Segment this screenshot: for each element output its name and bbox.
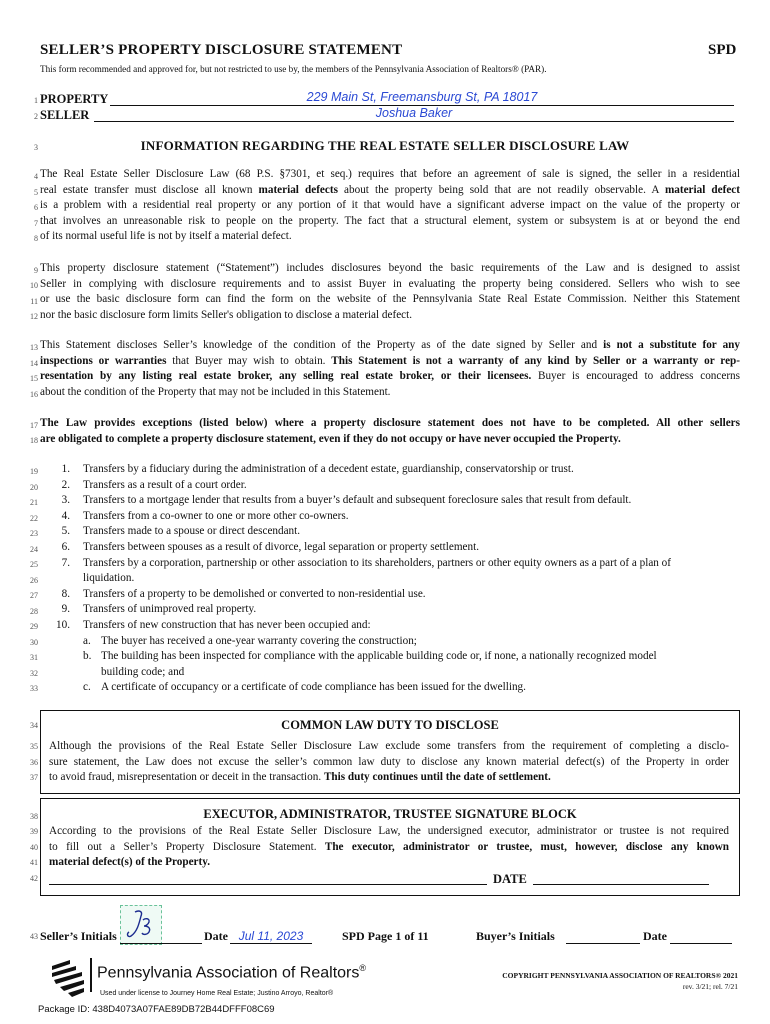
executor-box — [40, 798, 740, 896]
page-indicator: SPD Page 1 of 11 — [342, 929, 429, 943]
seller-date-field[interactable]: Jul 11, 2023 — [238, 929, 304, 943]
par-logo-icon — [52, 958, 86, 998]
line-number: 38 — [30, 812, 38, 821]
text-line: of its normal useful life is not by itself a material defect. — [40, 230, 292, 243]
line-number: 39 — [30, 827, 38, 836]
text-line: are obligated to complete a property disclosure statement, even if they do not occupy or have never occupied the Property. — [40, 432, 621, 445]
line-number: 41 — [30, 858, 38, 867]
list-item: 3. Transfers to a mortgage lender that results from a buyer’s default and subsequent foreclosure sales that result from default. — [61, 494, 632, 507]
line-number: 23 — [30, 529, 38, 538]
buyer-initials-label: Buyer’s Initials — [476, 929, 555, 943]
list-item: 2. Transfers as a result of a court order. — [61, 478, 247, 491]
paragraph-exceptions-intro — [40, 416, 740, 447]
seller-field[interactable]: Joshua Baker — [375, 106, 453, 120]
text-line: Seller in complying with disclosure requirements and to assist Buyer in evaluating the property being considered. Sellers who wish to see — [40, 277, 740, 290]
line-number: 34 — [30, 721, 38, 730]
line-number: 12 — [30, 312, 38, 321]
form-code: SPD — [708, 42, 737, 58]
exceptions-list — [56, 462, 746, 696]
sub-list-item-continuation: building code; and — [101, 665, 185, 678]
text-line: The Law provides exceptions (listed below) where a property disclosure statement does not have to be completed. All other sellers — [40, 417, 740, 429]
line-number: 5 — [34, 188, 38, 197]
logo-divider — [90, 958, 92, 992]
line-number: 35 — [30, 742, 38, 751]
paragraph-definition — [40, 167, 740, 245]
section-heading: INFORMATION REGARDING THE REAL ESTATE SELLER DISCLOSURE LAW — [140, 138, 630, 153]
seller-initials-underline — [120, 943, 202, 944]
line-number: 8 — [34, 234, 38, 243]
text-line: that involves an unreasonable risk to people on the property. The fact that a structural element, system or subsystem is at or beyond the end — [40, 214, 740, 227]
text-line: Although the provisions of the Real Estate Seller Disclosure Law exclude some transfers from the requirement of completing a disclo- — [49, 740, 729, 752]
line-number: 40 — [30, 843, 38, 852]
text-line: about the condition of the Property that may not be included in this Statement. — [40, 385, 391, 398]
executor-signature-field[interactable] — [49, 884, 487, 885]
list-item: 6. Transfers between spouses as a result of divorce, legal separation or property settlement. — [61, 540, 480, 553]
line-number: 24 — [30, 545, 38, 554]
line-number: 37 — [30, 773, 38, 782]
list-item: 7. Transfers by a corporation, partnership or other association to its shareholders, partners or other equity owners as a part of a plan of — [61, 556, 672, 569]
list-item: 5. Transfers made to a spouse or direct descendant. — [61, 525, 301, 538]
line-number: 36 — [30, 758, 38, 767]
line-number: 43 — [30, 932, 38, 941]
text-line: resentation by any listing real estate broker, any selling real estate broker, or their licensees. Buyer is encouraged to address concerns — [40, 370, 740, 383]
line-number: 3 — [34, 143, 38, 152]
list-item: 4. Transfers from a co-owner to one or more other co-owners. — [61, 509, 349, 522]
common-law-box — [40, 710, 740, 794]
line-number: 1 — [34, 96, 38, 105]
seller-underline — [94, 121, 734, 122]
line-number: 25 — [30, 560, 38, 569]
line-number: 28 — [30, 607, 38, 616]
line-number: 26 — [30, 576, 38, 585]
list-item: 9. Transfers of unimproved real property. — [61, 603, 257, 616]
text-line: or use the basic disclosure form can find the form on the website of the Pennsylvania State Real Estate Commission. Neither this Statement — [40, 293, 740, 306]
text-line: is a problem with a residential real property or any portion of it that would have a significant adverse impact on the value of the property or — [40, 199, 740, 212]
text-line: inspections or warranties that Buyer may wish to obtain. This Statement is not a warranty of any kind by Seller or a warranty or rep- — [40, 354, 740, 367]
list-item: 1. Transfers by a fiduciary during the administration of a decedent estate, guardianship, conservatorship or trust. — [61, 463, 574, 475]
paragraph-not-warranty — [40, 338, 740, 400]
text-line: to avoid fraud, misrepresentation or deceit in the transaction. This duty continues until the date of settlement. — [49, 771, 551, 784]
text-line: This Statement discloses Seller’s knowledge of the condition of the Property as of the date signed by Seller and is not a substitute for any — [40, 339, 740, 351]
sub-list-item: c. A certificate of occupancy or a certificate of code compliance has been issued for the dwelling. — [83, 681, 526, 694]
seller-date-underline — [230, 943, 312, 944]
property-label: PROPERTY — [40, 92, 109, 106]
list-item: 8. Transfers of a property to be demolished or converted to non-residential use. — [61, 587, 426, 600]
property-field[interactable]: 229 Main St, Freemansburg St, PA 18017 — [306, 90, 538, 104]
line-number: 29 — [30, 622, 38, 631]
list-item: 10. Transfers of new construction that has never been occupied and: — [56, 618, 371, 631]
copyright-notice: COPYRIGHT PENNSYLVANIA ASSOCIATION OF REALTORS® 2021 — [502, 971, 738, 980]
license-note: Used under license to Journey Home Real Estate; Justino Arroyo, Realtor® — [100, 990, 334, 997]
line-number: 13 — [30, 343, 38, 352]
form-subtitle: This form recommended and approved for, but not restricted to use by, the members of the Pennsylvania Association of Realtors® (PAR). — [40, 64, 547, 74]
initials-signature-icon — [121, 906, 161, 944]
executor-heading: EXECUTOR, ADMINISTRATOR, TRUSTEE SIGNATURE BLOCK — [203, 807, 577, 821]
executor-date-field[interactable] — [533, 884, 709, 885]
line-number: 22 — [30, 514, 38, 523]
sub-list-item: b. The building has been inspected for compliance with the applicable building code or, if none, a nationally recognized model — [83, 650, 657, 663]
text-line: The Real Estate Seller Disclosure Law (68 P.S. §7301, et seq.) requires that before an agreement of sale is signed, the seller in a residential — [40, 168, 740, 180]
line-number: 14 — [30, 359, 38, 368]
line-number: 42 — [30, 874, 38, 883]
line-number: 31 — [30, 653, 38, 662]
buyer-initials-field[interactable] — [566, 943, 640, 944]
seller-initials-label: Seller’s Initials — [40, 929, 117, 943]
line-number: 18 — [30, 436, 38, 445]
paragraph-statement-purpose — [40, 261, 740, 323]
line-number: 27 — [30, 591, 38, 600]
text-line: According to the provisions of the Real Estate Seller Disclosure Law, the undersigned executor, administrator or trustee is not required — [49, 825, 729, 837]
line-number: 21 — [30, 498, 38, 507]
common-law-text — [49, 739, 729, 786]
executor-date-label: DATE — [493, 872, 527, 886]
line-number: 7 — [34, 219, 38, 228]
buyer-date-field[interactable] — [670, 943, 732, 944]
common-law-heading: COMMON LAW DUTY TO DISCLOSE — [281, 718, 499, 732]
form-title: SELLER’S PROPERTY DISCLOSURE STATEMENT — [40, 42, 403, 58]
line-number: 9 — [34, 266, 38, 275]
executor-text — [49, 824, 729, 871]
line-number: 10 — [30, 281, 38, 290]
text-line: material defect(s) of the Property. — [49, 856, 211, 869]
line-number: 15 — [30, 374, 38, 383]
seller-initials-field[interactable] — [120, 905, 162, 945]
text-line: sure statement, the Law does not excuse the seller’s common law duty to disclose any known material defect(s) of the Property in order — [49, 755, 729, 768]
line-number: 16 — [30, 390, 38, 399]
line-number: 32 — [30, 669, 38, 678]
seller-label: SELLER — [40, 108, 90, 122]
list-item-continuation: liquidation. — [83, 572, 135, 585]
text-line: This property disclosure statement (“Statement”) includes disclosures beyond the basic requirements of the Law and is designed to assist — [40, 262, 740, 274]
sub-list-item: a. The buyer has received a one-year warranty covering the construction; — [83, 634, 417, 647]
text-line: to fill out a Seller’s Property Disclosure Statement. The executor, administrator or trustee, must, however, disclose any known — [49, 840, 729, 853]
seller-date-label: Date — [204, 929, 228, 943]
line-number: 11 — [30, 297, 38, 306]
line-number: 33 — [30, 684, 38, 693]
line-number: 30 — [30, 638, 38, 647]
text-line: nor the basic disclosure form limits Seller's obligation to disclose a material defect. — [40, 308, 413, 321]
line-number: 2 — [34, 112, 38, 121]
text-line: real estate transfer must disclose all known material defects about the property being sold that are not readily observable. A material defect — [40, 183, 740, 196]
package-id: Package ID: 438D4073A07FAE89DB72B44DFFF08C69 — [38, 1004, 275, 1015]
buyer-date-label: Date — [643, 929, 667, 943]
line-number: 4 — [34, 172, 38, 181]
line-number: 6 — [34, 203, 38, 212]
revision-note: rev. 3/21; rel. 7/21 — [682, 982, 738, 991]
line-number: 17 — [30, 421, 38, 430]
line-number: 19 — [30, 467, 38, 476]
par-name: Pennsylvania Association of Realtors® — [97, 963, 367, 982]
line-number: 20 — [30, 483, 38, 492]
